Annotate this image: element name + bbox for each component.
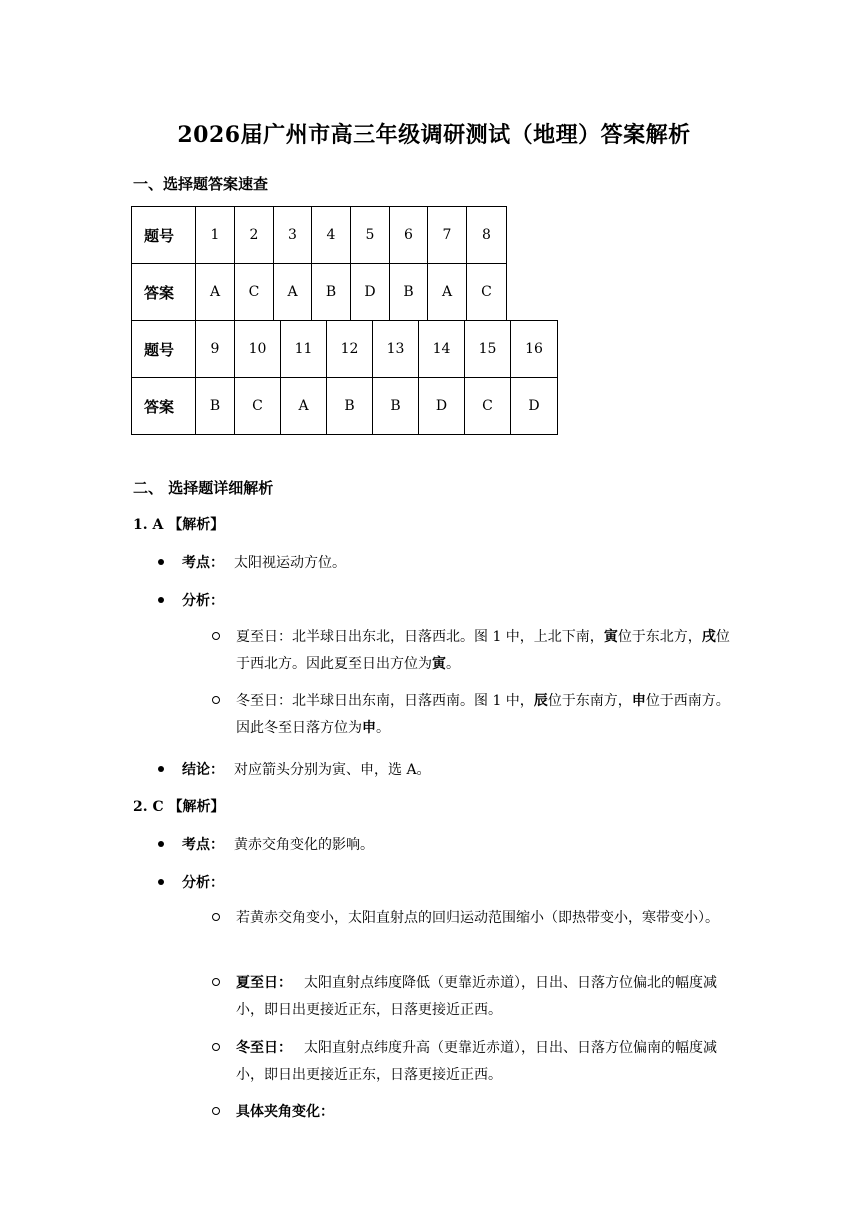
table-cell: C (235, 264, 274, 321)
table-cell: 11 (281, 321, 327, 378)
table-cell: 10 (235, 321, 281, 378)
table-cell: D (511, 378, 558, 435)
table-cell: 13 (373, 321, 419, 378)
q1-kaodian: 考点： 太阳视运动方位。 (158, 552, 346, 572)
table-header-cell: 题号 (132, 207, 196, 264)
bullet-icon (158, 879, 164, 885)
document-title: 2026届广州市高三年级调研测试（地理）答案解析 (177, 122, 691, 148)
table-cell: 6 (390, 207, 428, 264)
table-cell: 12 (327, 321, 373, 378)
table-row (132, 321, 558, 378)
table-cell: A (196, 264, 235, 321)
table-cell: 5 (351, 207, 390, 264)
table-header-cell: 答案 (132, 378, 196, 435)
bullet-icon (158, 559, 164, 565)
table-cell: 16 (511, 321, 558, 378)
circle-bullet-icon (212, 1043, 220, 1051)
table-cell: 7 (428, 207, 467, 264)
q2-fenxi: 分析： (158, 872, 234, 892)
table-cell: C (467, 264, 507, 321)
table-cell: 14 (419, 321, 465, 378)
table-cell: B (390, 264, 428, 321)
q2-kaodian: 考点： 黄赤交角变化的影响。 (158, 834, 374, 854)
q1-fenxi: 分析： (158, 590, 234, 610)
circle-bullet-icon (212, 632, 220, 640)
table-header-cell: 答案 (132, 264, 196, 321)
table-cell: 9 (196, 321, 235, 378)
circle-bullet-icon (212, 1107, 220, 1115)
table-header-cell: 题号 (132, 321, 196, 378)
q1-jielun: 结论： 对应箭头分别为寅、申，选 A。 (158, 759, 431, 779)
circle-bullet-icon (212, 978, 220, 986)
table-row (132, 207, 507, 264)
circle-bullet-icon (212, 913, 220, 921)
table-cell: B (196, 378, 235, 435)
section-quick-answers-heading: 一、选择题答案速查 (133, 175, 269, 193)
table-cell: B (327, 378, 373, 435)
table-cell: B (373, 378, 419, 435)
table-row (132, 264, 507, 321)
table-cell: C (465, 378, 511, 435)
question-1-heading: 1. A 【解析】 (133, 517, 225, 533)
table-cell: A (281, 378, 327, 435)
table-cell: 2 (235, 207, 274, 264)
bullet-icon (158, 597, 164, 603)
table-cell: A (428, 264, 467, 321)
section-detailed-analysis-heading: 二、 选择题详细解析 (133, 479, 274, 497)
bullet-icon (158, 841, 164, 847)
answer-table-1 (131, 206, 507, 321)
table-cell: 3 (274, 207, 312, 264)
question-2-heading: 2. C 【解析】 (133, 799, 225, 815)
answer-table-2 (131, 320, 558, 435)
table-cell: C (235, 378, 281, 435)
table-cell: A (274, 264, 312, 321)
table-cell: 4 (312, 207, 351, 264)
bullet-icon (158, 766, 164, 772)
table-cell: 15 (465, 321, 511, 378)
table-row (132, 378, 558, 435)
table-cell: D (351, 264, 390, 321)
document-page: 2026届广州市高三年级调研测试（地理）答案解析 一、选择题答案速查 题号 1 2 3 4 5 6 7 8 答案 A C A B D B A C 题号 9 10 11 12 13 14 15 16 答案 B C A B B D C D 二、 选择题详细解析 1. A 【解析】 考点： 太阳视运动方位。 分析： 夏至日：北半球日出东北，日落西北。图 1 中，上北下南，寅位于东北方，戌位于西北方。因此夏至日出方位为寅。 冬至日：北半球日出东南，日落西南。图 1 中，辰位于东南方，申位于西南方。因此冬至日落方位为申。 结论： 对应箭头分别为寅、申，选 A。 2. C 【解析】 考点： 黄赤交角变化的影响。 分析： 若黄赤交角变小，太阳直射点的回归运动范围缩小（即热带变小，寒带变小）。 夏至日： 太阳直射点纬度降低（更靠近赤道），日出、日落方位偏北的幅度减小，即日出更接近正东，日落更接近正西。 冬至日： 太阳直射点纬度升高（更靠近赤道），日出、日落方位偏南的幅度减小，即日出更接近正东，日落更接近正西。 具体夹角变化： (0, 0, 868, 1227)
circle-bullet-icon (212, 696, 220, 704)
table-cell: D (419, 378, 465, 435)
table-cell: 1 (196, 207, 235, 264)
table-cell: B (312, 264, 351, 321)
table-cell: 8 (467, 207, 507, 264)
